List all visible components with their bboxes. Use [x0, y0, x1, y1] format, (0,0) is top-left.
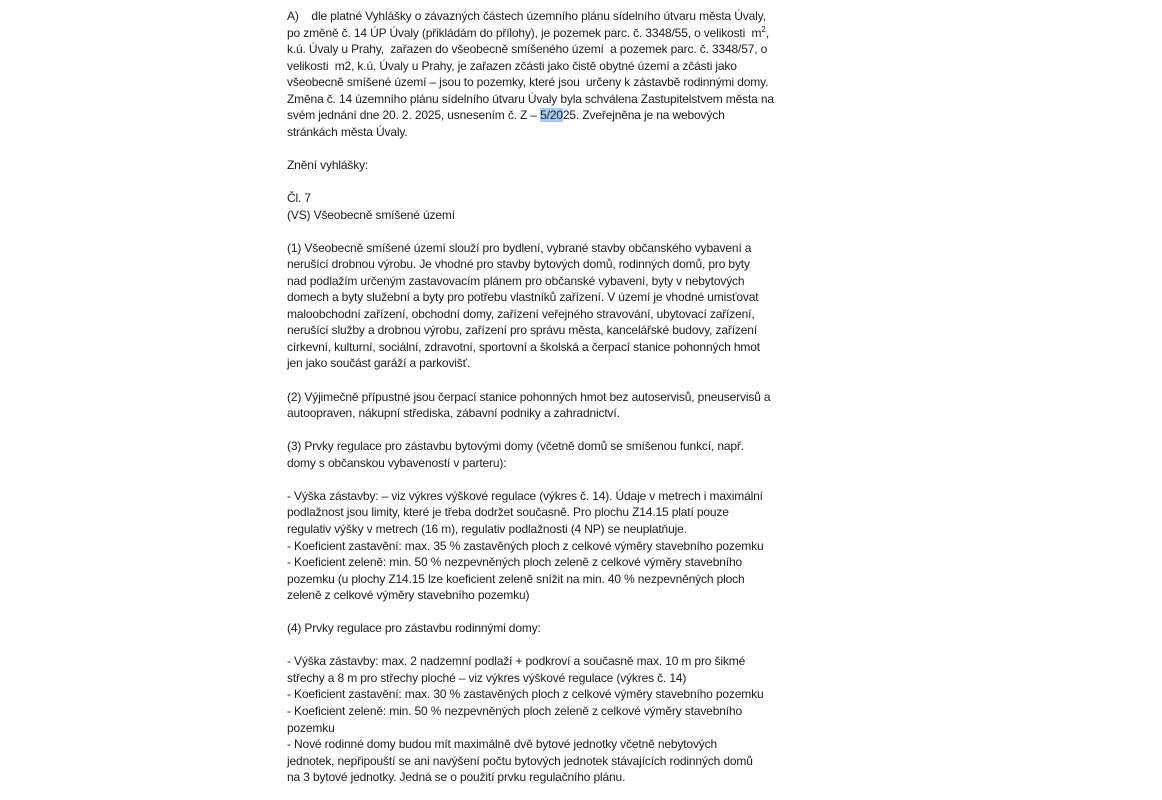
doc-line	[287, 769, 847, 786]
doc-line	[287, 455, 847, 472]
text-segment: po změně č. 14 ÚP Úvaly (přikládám do přílohy), je pozemek parc. č. 3348/55, o velikosti m	[287, 25, 762, 40]
text-segment: maloobchodní zařízení, obchodní domy, zařízení veřejného stravování, ubytovací zařízení,	[287, 306, 755, 321]
regulation-list-apartment-houses	[287, 488, 847, 604]
doc-line	[287, 256, 847, 273]
text-segment: Znění vyhlášky:	[287, 157, 369, 172]
doc-line	[287, 720, 847, 737]
paragraph-1	[287, 240, 847, 372]
text-segment: regulativ výšky v metrech (16 m), regulativ podlažnosti (4 NP) se neuplatňuje.	[287, 521, 687, 536]
doc-line	[287, 273, 847, 290]
doc-line	[287, 620, 847, 637]
paragraph-3	[287, 438, 847, 471]
text-segment: - Koeficient zastavění: max. 30 % zastavěných ploch z celkové výměry stavebního pozemku	[287, 687, 764, 702]
text-segment: Změna č. 14 územního plánu sídelního útvaru Úvaly byla schválena Zastupitelstvem města na	[287, 91, 774, 106]
doc-line	[287, 289, 847, 306]
doc-line	[287, 339, 847, 356]
text-segment: (VS) Všeobecně smíšené území	[287, 207, 455, 222]
text-segment: domech a byty služební a byty pro potřebu vlastníků zařízení. V území je vhodné umisťovat	[287, 290, 759, 305]
doc-line	[287, 207, 847, 224]
article-7-heading	[287, 190, 847, 223]
document-body	[287, 8, 847, 786]
doc-line	[287, 686, 847, 703]
doc-line	[287, 240, 847, 257]
text-segment: (3) Prvky regulace pro zástavbu bytovými domy (včetně domů se smíšenou funkcí, např.	[287, 439, 744, 454]
paragraph-4	[287, 620, 847, 637]
doc-line	[287, 25, 847, 42]
doc-line	[287, 571, 847, 588]
text-segment: - Nové rodinné domy budou mít maximálně dvě bytové jednotky včetně nebytových	[287, 737, 718, 752]
doc-line	[287, 190, 847, 207]
doc-line	[287, 58, 847, 75]
text-segment: jednotek, nepřipouští se ani navýšení počtu bytových jednotek stávajících rodinných domů	[287, 753, 753, 768]
doc-line	[287, 703, 847, 720]
text-segment: ,	[765, 25, 769, 40]
text-segment: jen jako součást garáží a parkovišť.	[287, 356, 471, 371]
doc-line	[287, 8, 847, 25]
doc-line	[287, 521, 847, 538]
doc-line	[287, 107, 847, 124]
doc-line	[287, 587, 847, 604]
text-segment: nerušící služby a drobnou výrobu, zařízení pro správu města, kancelářské budovy, zařízení	[287, 323, 758, 338]
text-segment: církevní, kulturní, sociální, zdravotní, sportovní a školská a čerpací stanice pohonných hmot	[287, 339, 760, 354]
doc-line	[287, 91, 847, 108]
text-segment: zeleně z celkové výměry stavebního pozemku)	[287, 588, 530, 603]
doc-line	[287, 306, 847, 323]
doc-line	[287, 438, 847, 455]
text-segment: (2) Výjimečně přípustné jsou čerpací stanice pohonných hmot bez autoservisů, pneuservisů a	[287, 389, 771, 404]
text-segment: (4) Prvky regulace pro zástavbu rodinnými domy:	[287, 621, 541, 636]
text-segment: - Koeficient zeleně: min. 50 % nezpevněných ploch zeleně z celkové výměry stavebního	[287, 703, 742, 718]
text-segment: - Koeficient zastavění: max. 35 % zastavěných ploch z celkové výměry stavebního pozemku	[287, 538, 764, 553]
decree-wording-label	[287, 157, 847, 174]
intro-paragraph	[287, 8, 847, 140]
doc-line	[287, 670, 847, 687]
text-segment: pozemku (u plochy Z14.15 lze koeficient zeleně snížit na min. 40 % nezpevněných ploch	[287, 571, 745, 586]
doc-line	[287, 157, 847, 174]
selection-highlight: 5/20	[540, 108, 563, 123]
text-segment: (1) Všeobecně smíšené území slouží pro bydlení, vybrané stavby občanského vybavení a	[287, 240, 752, 255]
text-segment: nad podlažím určeným zastavovacím plánem pro občanské vybavení, byty v nebytových	[287, 273, 745, 288]
regulation-list-family-houses	[287, 653, 847, 785]
text-segment: stránkách města Úvaly.	[287, 124, 408, 139]
doc-line	[287, 389, 847, 406]
text-segment: k.ú. Úvaly u Prahy, zařazen do všeobecně smíšeného území a pozemek parc. č. 3348/57, o	[287, 42, 768, 57]
text-segment: velikosti m2, k.ú. Úvaly u Prahy, je zařazen zčásti jako čistě obytné území a zčásti jako	[287, 58, 737, 73]
text-segment: - Výška zástavby: – viz výkres výškové regulace (výkres č. 14). Údaje v metrech i maximální	[287, 488, 763, 503]
superscript-exponent: 2	[761, 24, 766, 34]
text-segment: svém jednání dne 20. 2. 2025, usnesením č. Z –	[287, 108, 541, 123]
text-segment: A) dle platné Vyhlášky o závazných částech územního plánu sídelního útvaru města Úvaly,	[287, 9, 766, 23]
text-segment: - Výška zástavby: max. 2 nadzemní podlaží + podkroví a současně max. 10 m pro šikmé	[287, 654, 746, 669]
doc-line	[287, 74, 847, 91]
doc-line	[287, 538, 847, 555]
text-segment: autoopraven, nákupní střediska, zábavní podniky a zahradnictví.	[287, 406, 620, 421]
doc-line	[287, 504, 847, 521]
text-segment: domy s občanskou vybaveností v parteru):	[287, 455, 507, 470]
doc-line	[287, 355, 847, 372]
text-segment: Čl. 7	[287, 191, 311, 206]
text-segment: všeobecně smíšené území – jsou to pozemky, které jsou určeny k zástavbě rodinnými domy.	[287, 75, 769, 90]
doc-line	[287, 653, 847, 670]
doc-line	[287, 753, 847, 770]
text-segment: nerušící drobnou výrobu. Je vhodné pro stavby bytových domů, rodinných domů, pro byty	[287, 257, 750, 272]
doc-line	[287, 41, 847, 58]
text-segment: střechy a 8 m pro střechy ploché – viz výkres výškové regulace (výkres č. 14)	[287, 670, 687, 685]
doc-line	[287, 736, 847, 753]
doc-line	[287, 322, 847, 339]
text-segment: podlažnost jsou limity, které je třeba dodržet současně. Pro plochu Z14.15 platí pouze	[287, 505, 729, 520]
text-segment: pozemku	[287, 720, 335, 735]
text-segment: 25. Zveřejněna je na webových	[562, 108, 725, 123]
text-segment: - Koeficient zeleně: min. 50 % nezpevněných ploch zeleně z celkové výměry stavebního	[287, 555, 742, 570]
doc-line	[287, 405, 847, 422]
doc-line	[287, 124, 847, 141]
paragraph-2	[287, 389, 847, 422]
doc-line	[287, 488, 847, 505]
doc-line	[287, 554, 847, 571]
text-segment: na 3 bytové jednotky. Jedná se o použití prvku regulačního plánu.	[287, 770, 626, 785]
